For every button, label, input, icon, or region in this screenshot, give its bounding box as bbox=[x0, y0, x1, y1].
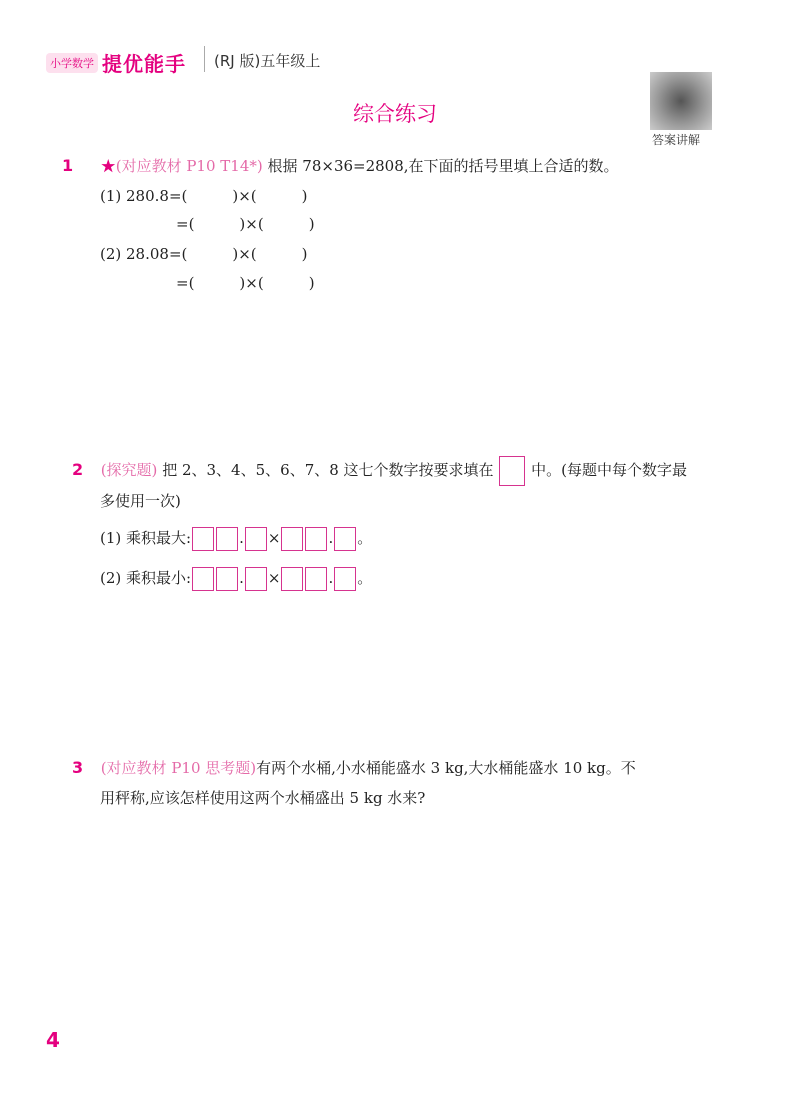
period: 。 bbox=[357, 569, 373, 587]
question-number: 1 bbox=[62, 156, 74, 175]
qr-code-icon[interactable] bbox=[650, 72, 712, 130]
question-text: 根据 78×36=2808,在下面的括号里填上合适的数。 bbox=[267, 157, 619, 175]
decimal-point: . bbox=[239, 529, 244, 547]
answer-box[interactable] bbox=[192, 527, 214, 551]
q1-line-1: (1) 280.8=( )×( ) bbox=[100, 187, 308, 205]
answer-box[interactable] bbox=[192, 567, 214, 591]
question-number: 3 bbox=[72, 758, 84, 777]
answer-box[interactable] bbox=[216, 567, 238, 591]
question-2 bbox=[72, 456, 687, 486]
times-sign: × bbox=[267, 529, 281, 547]
decimal-point: . bbox=[328, 569, 334, 587]
question-text: 把 2、3、4、5、6、7、8 这七个数字按要求填在 bbox=[162, 461, 494, 479]
answer-box[interactable] bbox=[216, 527, 238, 551]
decimal-point: . bbox=[328, 529, 334, 547]
q1-line-3: (2) 28.08=( )×( ) bbox=[100, 245, 308, 263]
answer-box[interactable] bbox=[281, 567, 303, 591]
question-text: 多使用一次) bbox=[100, 492, 181, 510]
answer-box[interactable] bbox=[245, 527, 267, 551]
q2-sub-1 bbox=[100, 527, 372, 551]
answer-box-sample bbox=[499, 456, 525, 486]
question-number: 2 bbox=[72, 460, 84, 479]
question-text: 中。(每题中每个数字最 bbox=[531, 461, 687, 479]
question-1 bbox=[62, 155, 619, 176]
q1-line-4: =( )×( ) bbox=[176, 274, 315, 292]
times-sign: × bbox=[267, 569, 281, 587]
q2-sub-2 bbox=[100, 567, 372, 591]
page-title: 综合练习 bbox=[353, 102, 437, 126]
answer-box[interactable] bbox=[281, 527, 303, 551]
star-icon: ★ bbox=[100, 157, 116, 175]
header-divider bbox=[204, 46, 205, 72]
edition-label: (RJ 版)五年级上 bbox=[214, 52, 321, 70]
question-tag: (对应教材 P10 思考题) bbox=[100, 759, 257, 777]
qr-label: 答案讲解 bbox=[652, 133, 701, 147]
logo-subtitle: 小学数学 bbox=[46, 53, 98, 73]
answer-box[interactable] bbox=[245, 567, 267, 591]
sub-label: (1) 乘积最大: bbox=[100, 529, 192, 547]
question-tag: (对应教材 P10 T14*) bbox=[115, 157, 263, 175]
question-3 bbox=[72, 757, 636, 778]
book-logo bbox=[46, 48, 186, 77]
logo-title: 提优能手 bbox=[102, 52, 186, 76]
period: 。 bbox=[357, 529, 373, 547]
question-text: 用秤称,应该怎样使用这两个水桶盛出 5 kg 水来? bbox=[100, 789, 426, 807]
answer-box[interactable] bbox=[305, 527, 327, 551]
question-tag: (探究题) bbox=[100, 461, 158, 479]
q1-line-2: =( )×( ) bbox=[176, 215, 315, 233]
question-text: 有两个水桶,小水桶能盛水 3 kg,大水桶能盛水 10 kg。不 bbox=[256, 759, 636, 777]
answer-box[interactable] bbox=[334, 567, 356, 591]
answer-box[interactable] bbox=[305, 567, 327, 591]
page-number: 4 bbox=[46, 1028, 60, 1052]
decimal-point: . bbox=[239, 569, 244, 587]
sub-label: (2) 乘积最小: bbox=[100, 569, 192, 587]
answer-box[interactable] bbox=[334, 527, 356, 551]
